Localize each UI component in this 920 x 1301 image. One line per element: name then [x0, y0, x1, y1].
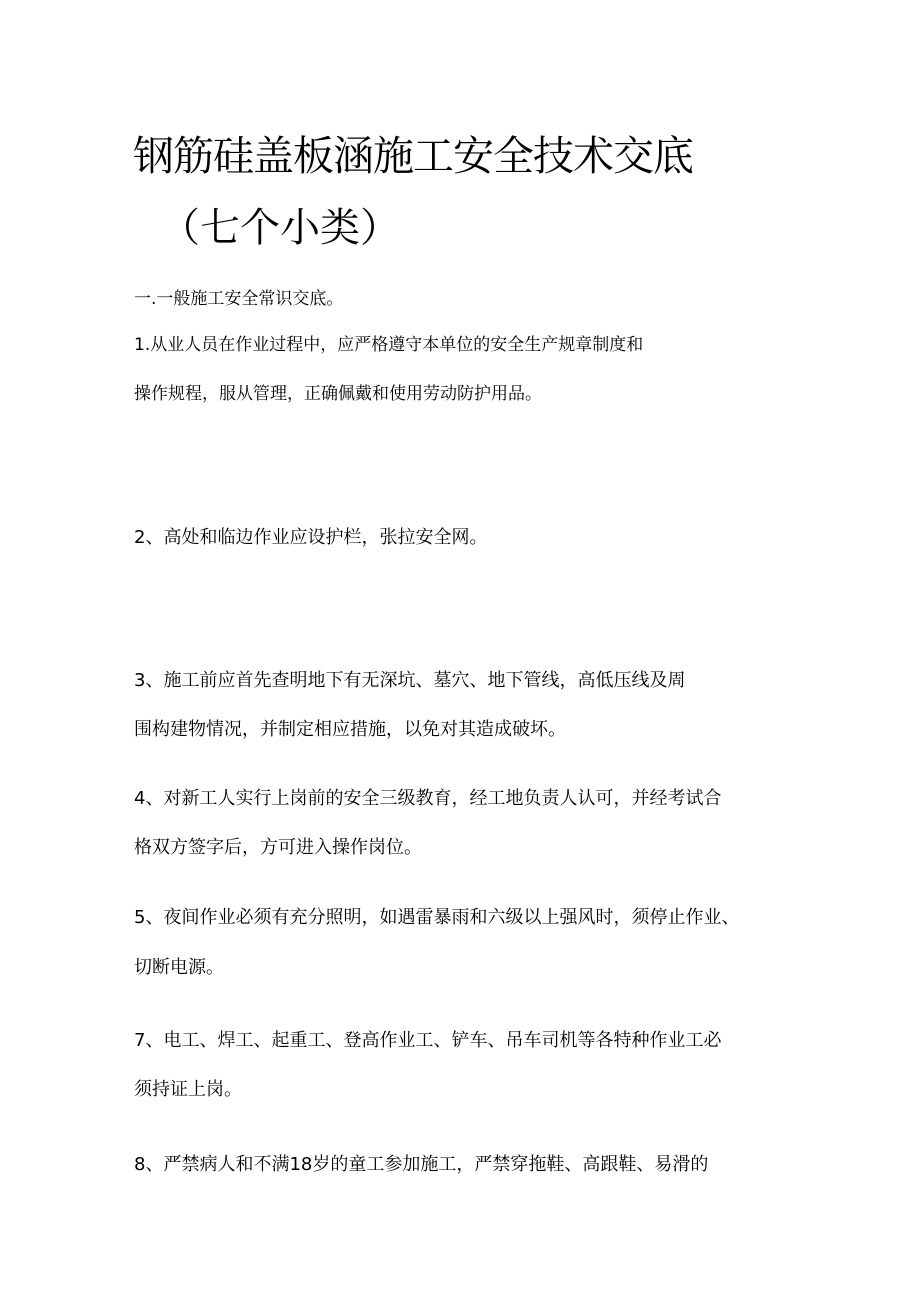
item-4-line-2: 格双方签字后，方可进入操作岗位。 — [134, 837, 422, 858]
item-5-line-2: 切断电源。 — [134, 957, 224, 978]
item-3-line-1: 3、施工前应首先查明地下有无深坑、墓穴、地下管线，高低压线及周 — [134, 670, 686, 691]
item-7-line-1: 7、电工、焊工、起重工、登高作业工、铲车、吊车司机等各特种作业工必 — [134, 1030, 722, 1051]
item-4-line-1: 4、对新工人实行上岗前的安全三级教育，经工地负责人认可，并经考试合 — [134, 788, 722, 809]
item-1-line-2: 操作规程，服从管理，正确佩戴和使用劳动防护用品。 — [134, 384, 542, 404]
item-8-line-1: 8、严禁病人和不满18岁的童工参加施工，严禁穿拖鞋、高跟鞋、易滑的 — [134, 1154, 709, 1175]
item-1-line-1: 1.从业人员在作业过程中，应严格遵守本单位的安全生产规章制度和 — [134, 335, 644, 355]
section-heading: 一.一般施工安全常识交底。 — [134, 289, 344, 309]
item-2-line-1: 2、高处和临边作业应设护栏，张拉安全网。 — [134, 527, 488, 548]
document-subtitle: （七个小类） — [160, 205, 400, 251]
item-7-line-2: 须持证上岗。 — [134, 1079, 242, 1100]
document-title: 钢筋硅盖板涵施工安全技术交底 — [133, 132, 693, 180]
item-3-line-2: 围构建物情况，并制定相应措施，以免对其造成破坏。 — [134, 719, 566, 740]
item-5-line-1: 5、夜间作业必须有充分照明，如遇雷暴雨和六级以上强风时，须停止作业、 — [134, 907, 740, 928]
